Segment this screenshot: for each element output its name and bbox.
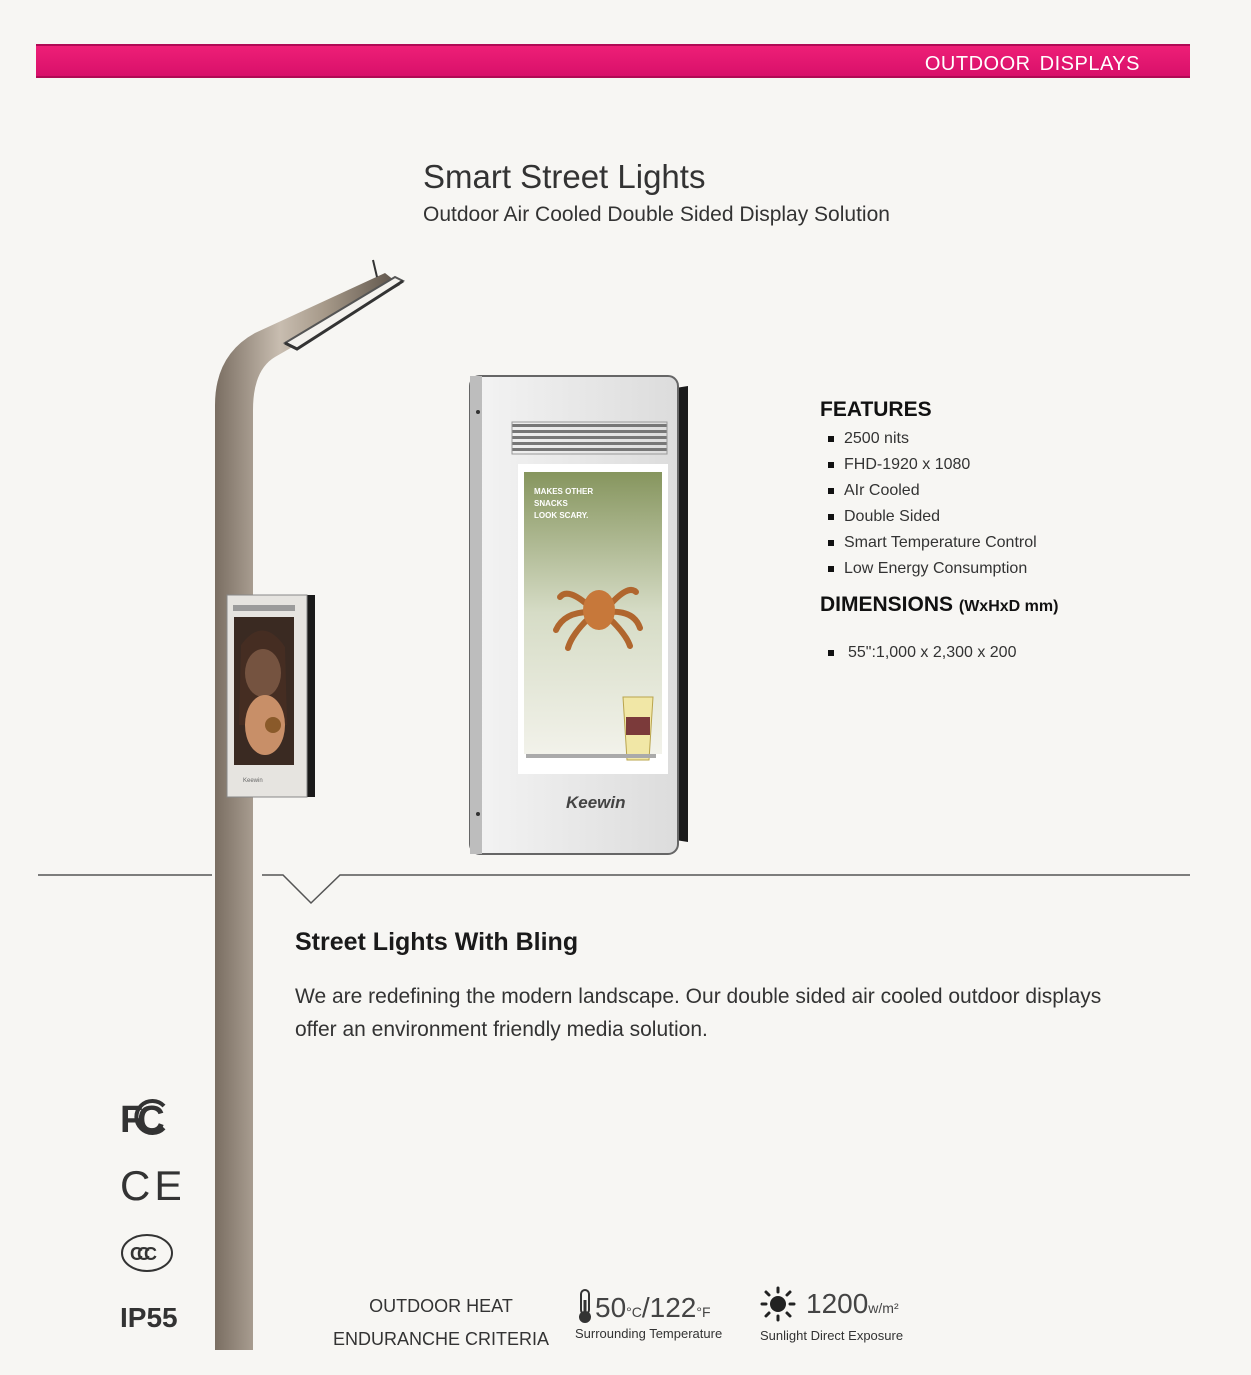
dimension-item: 55":1,000 x 2,300 x 200 (826, 642, 1016, 664)
dimensions-unit: (WxHxD mm) (958, 598, 1059, 615)
ccc-logo (120, 1232, 176, 1279)
section-banner (36, 44, 1190, 78)
feature-item: Smart Temperature Control (826, 532, 1037, 558)
features-list (826, 428, 1037, 584)
feature-item: Low Energy Consumption (826, 558, 1037, 584)
svg-text:SNACKS: SNACKS (534, 499, 568, 508)
temperature-value: 50°C/122°F (595, 1292, 711, 1323)
features-heading: FEATURES (820, 398, 932, 421)
sun-icon (760, 1286, 796, 1322)
svg-text:Keewin: Keewin (243, 778, 263, 784)
street-light-pole-illustration (205, 255, 415, 1355)
page-title: Smart Street Lights (423, 158, 706, 195)
criteria-title (330, 1290, 552, 1356)
display-product-illustration (468, 372, 693, 857)
svg-text:CCC: CCC (130, 1244, 151, 1264)
section-label: OUTDOOR DISPLAYS (924, 53, 1140, 75)
svg-text:FC: FC (120, 1099, 159, 1137)
feature-item: Double Sided (826, 506, 1037, 532)
section-heading: Street Lights With Bling (295, 928, 579, 956)
ccc-icon (120, 1232, 176, 1274)
feature-item: AIr Cooled (826, 480, 1037, 506)
thermometer-icon (575, 1288, 595, 1324)
sunlight-value: 1200w/m² (806, 1288, 899, 1319)
sunlight-stat (760, 1286, 903, 1343)
ce-icon (120, 1162, 180, 1206)
criteria-line2: ENDURANCHE CRITERIA (332, 1329, 550, 1349)
criteria-line1: OUTDOOR HEAT (369, 1296, 513, 1316)
temperature-stat (575, 1288, 722, 1341)
svg-text:LOOK SCARY.: LOOK SCARY. (534, 511, 589, 520)
page-subtitle: Outdoor Air Cooled Double Sided Display Solution (423, 203, 890, 226)
brand-logo: Keewin (566, 793, 626, 812)
ce-logo (120, 1162, 180, 1211)
ip-rating: IP55 (120, 1302, 178, 1333)
sunlight-label: Sunlight Direct Exposure (760, 1328, 904, 1343)
section-body: We are redefining the modern landscape. Our double sided air cooled outdoor displays offer an environment friendly media solution. (295, 985, 1102, 1041)
dimensions-heading-text: DIMENSIONS (820, 593, 954, 616)
section-divider (0, 860, 1251, 910)
feature-item: FHD-1920 x 1080 (826, 454, 1037, 480)
fcc-icon (120, 1097, 176, 1137)
svg-text:MAKES OTHER: MAKES OTHER (534, 487, 594, 496)
fcc-logo (120, 1097, 176, 1142)
temperature-label: Surrounding Temperature (575, 1326, 723, 1341)
feature-item: 2500 nits (826, 428, 1037, 454)
dimensions-list (826, 642, 1016, 664)
svg-text:CE: CE (120, 1162, 180, 1206)
dimensions-heading (820, 593, 1058, 617)
